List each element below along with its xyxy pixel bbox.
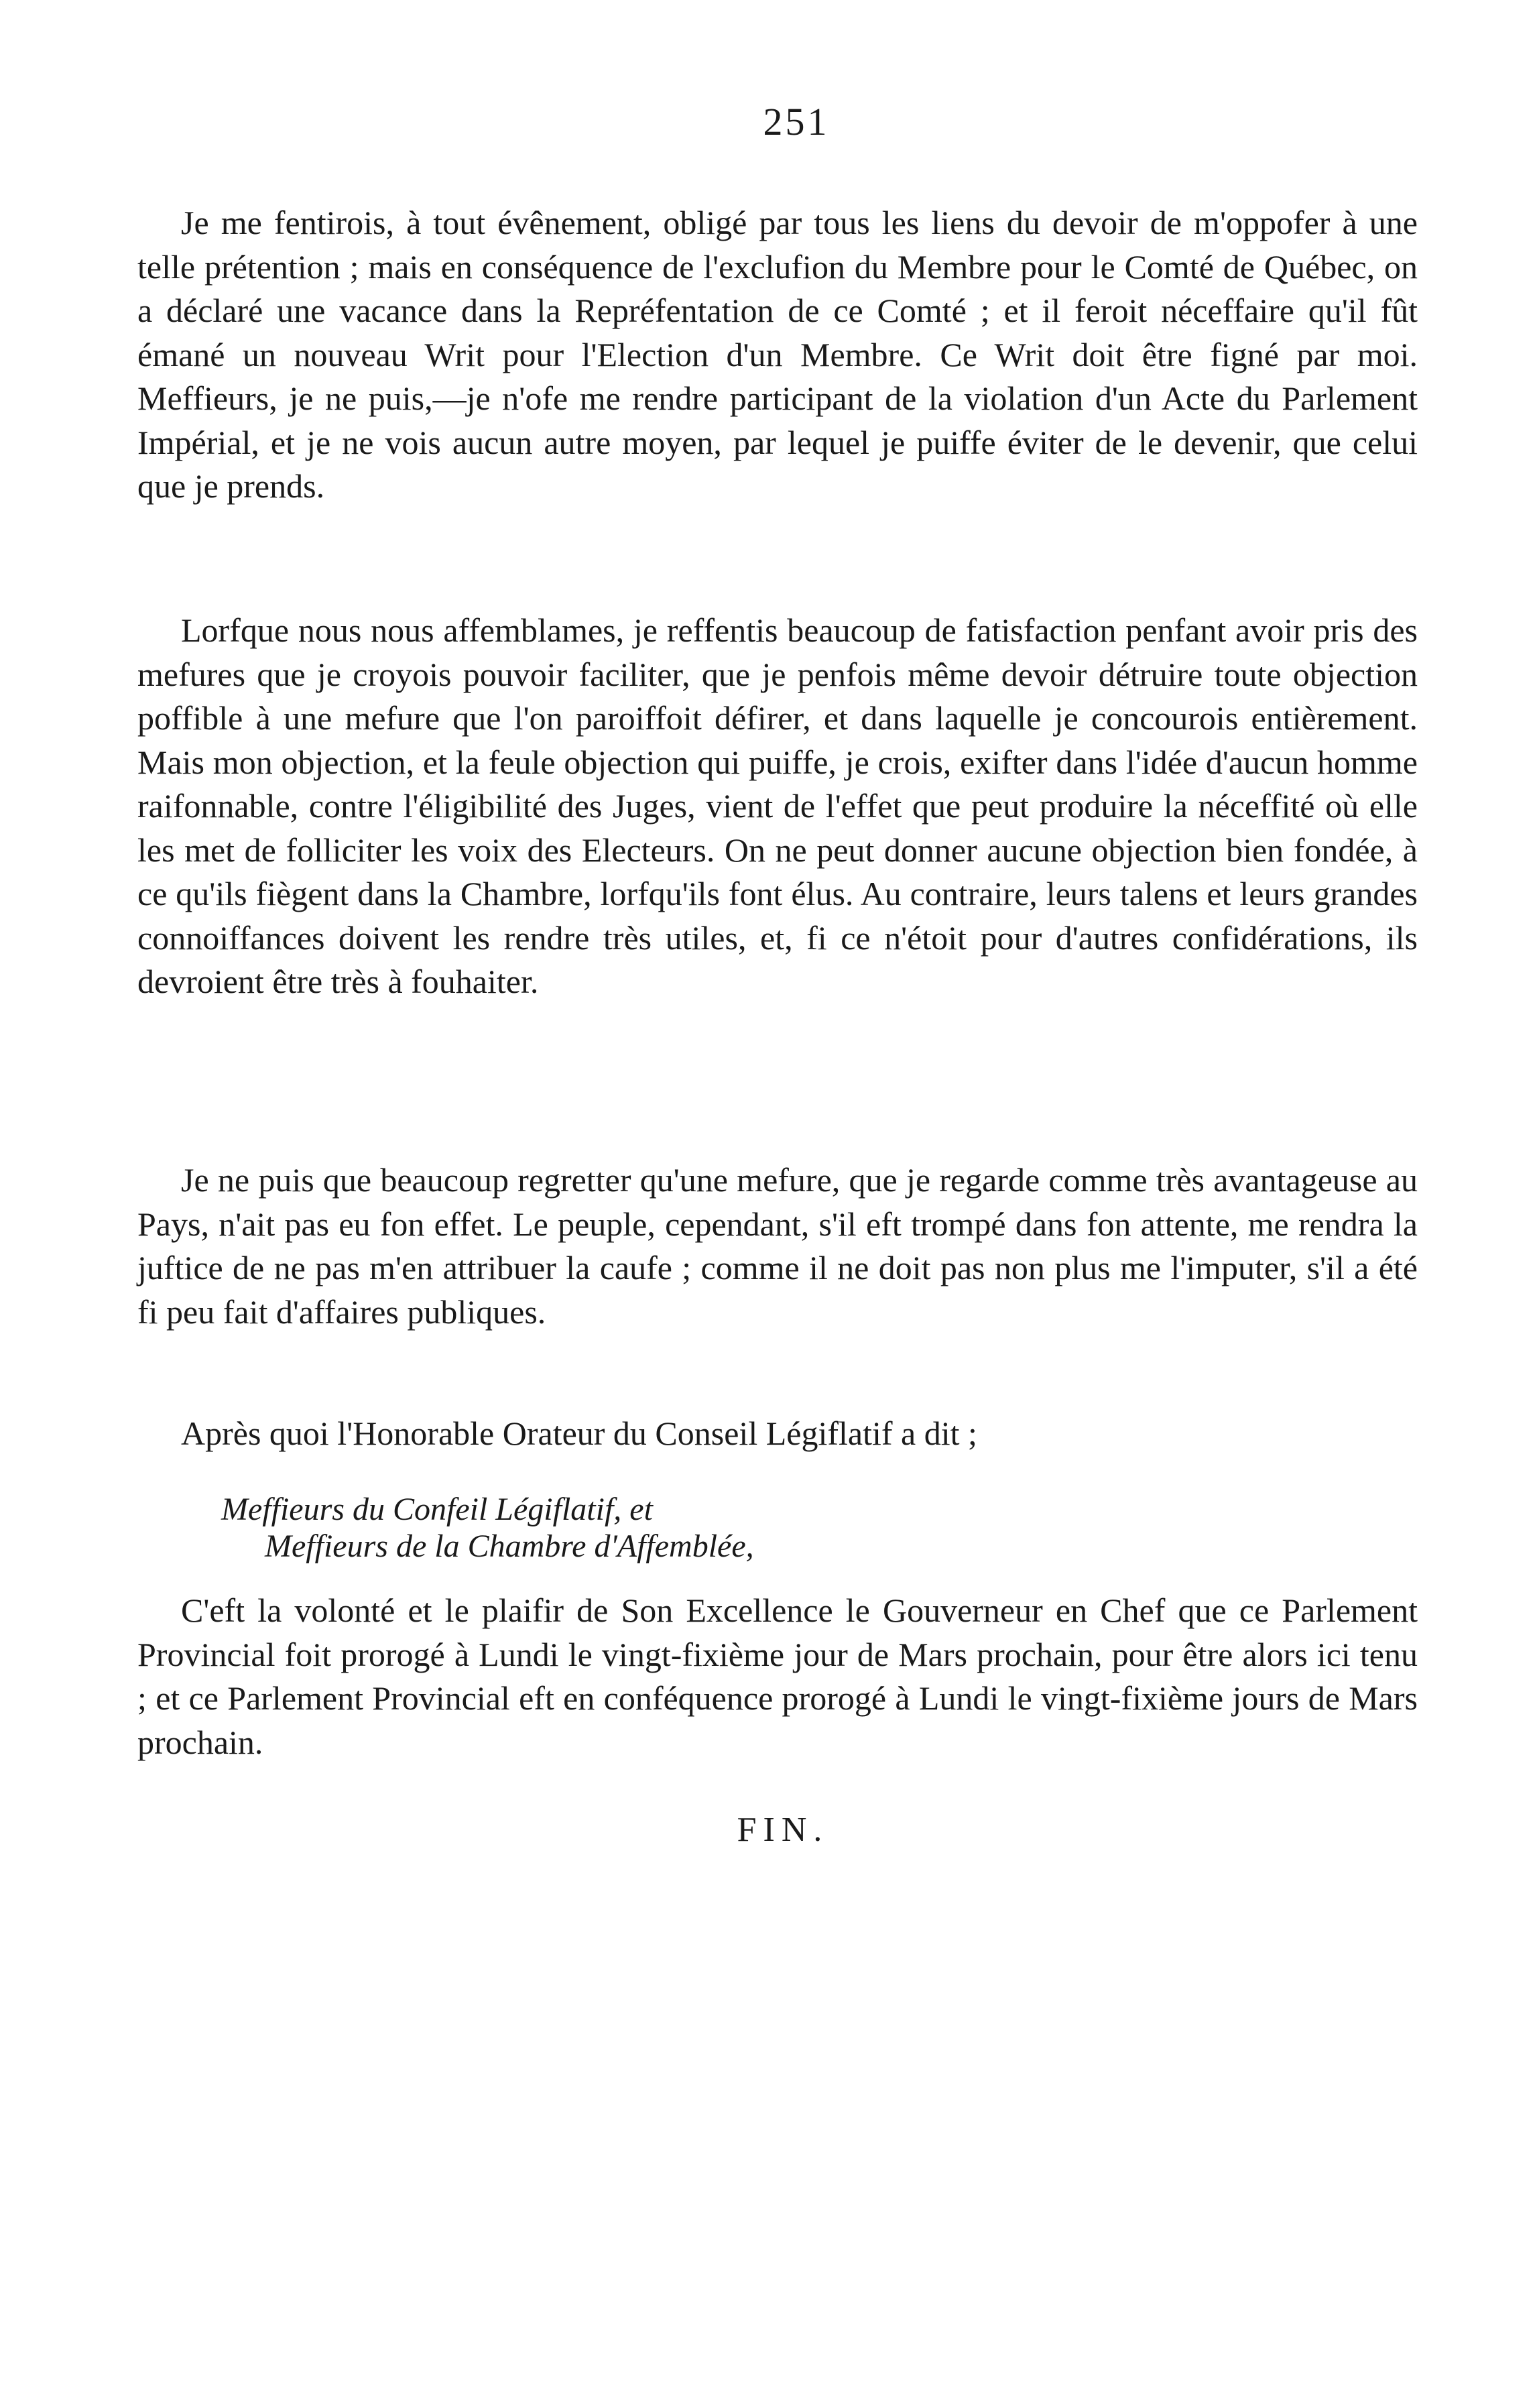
paragraph-prorogation: C'eft la volonté et le plaifir de Son Excellence le Gouverneur en Chef que ce Parlement Provincial foit prorogé à Lundi le vingt-fixième jour de Mars prochain, pour être alors ici tenu ; et ce Parlement Provincial eft en conféquence prorogé à Lundi le vingt-fixième jours de Mars prochain.: [137, 1591, 1418, 1761]
paragraph-judges-eligibility: Lorfque nous nous affemblames, je reffentis beaucoup de fatisfaction penfant avoir pris des mefures que je croyois pouvoir faciliter, que je penfois même devoir détruire toute objection poffible à une mefure que l'on paroiffoit défirer, et dans laquelle je concourois entièrement. Mais mon objection, et la feule objection qui puiffe, je crois, exifter dans l'idée d'aucun homme raifonnable, contre l'éligibilité des Juges, vient de l'effet que peut produire la néceffité où elle les met de folliciter les voix des Electeurs. On ne peut donner aucune objection bien fondée, à ce qu'ils fiègent dans la Chambre, lorfqu'ils font élus. Au contraire, leurs talens et leurs grandes connoiffances doivent les rendre très utiles, et, fi ce n'étoit pour d'autres confidérations, ils devroient être très à fouhaiter.: [137, 611, 1418, 1000]
address-line-assembly: Meffieurs de la Chambre d'Affemblée,: [265, 1528, 754, 1564]
paragraph-speaker-intro: Après quoi l'Honorable Orateur du Conseil Légiflatif a dit ;: [181, 1414, 977, 1452]
paragraph-regret: Je ne puis que beaucoup regretter qu'une mefure, que je regarde comme très avantageuse au Pays, n'ait pas eu fon effet. Le peuple, cependant, s'il eft trompé dans fon attente, me rendra la juftice de ne pas m'en attribuer la caufe ; comme il ne doit pas non plus me l'imputer, s'il a été fi peu fait d'affaires publiques.: [137, 1161, 1418, 1331]
page-number: 251: [763, 100, 830, 143]
paragraph-objection: Je me fentirois, à tout évênement, obligé par tous les liens du devoir de m'oppofer à une telle prétention ; mais en conséquence de l'exclufion du Membre pour le Comté de Québec, on a déclaré une vacance dans la Repréfentation de ce Comté ; et il feroit néceffaire qu'il fût émané un nouveau Writ pour l'Election d'un Membre. Ce Writ doit être figné par moi. Meffieurs, je ne puis,—je n'ofe me rendre participant de la violation d'un Acte du Parlement Impérial, et je ne vois aucun autre moyen, par lequel je puiffe éviter de le devenir, que celui que je prends.: [137, 204, 1418, 505]
address-line-council: Meffieurs du Confeil Légiflatif, et: [221, 1492, 653, 1527]
end-mark: FIN.: [737, 1811, 829, 1849]
